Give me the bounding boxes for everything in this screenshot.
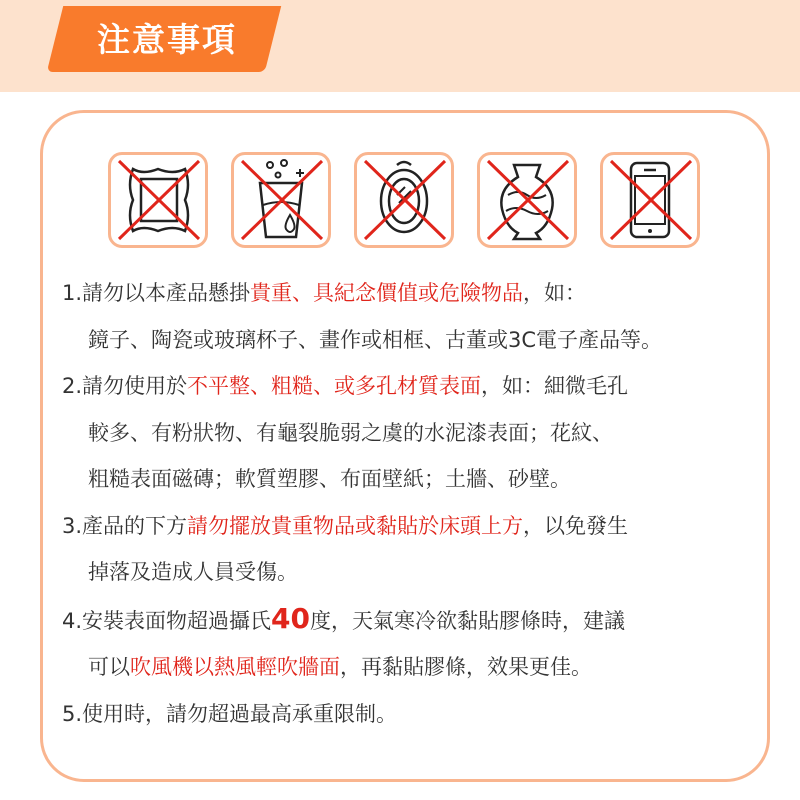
rule-3-line-1 [62, 503, 762, 550]
picture-frame-icon [111, 155, 205, 245]
vase-icon [480, 155, 574, 245]
mirror-icon [357, 155, 451, 245]
prohibited-vase-box [477, 152, 577, 248]
rule-3-line-2: 掉落及造成人員受傷。 [88, 560, 298, 584]
rule-number: 2. [62, 374, 83, 398]
rule-4-line-1 [62, 596, 762, 645]
rule-text: 請勿以本產品懸掛 [82, 281, 251, 305]
prohibited-items-row [108, 152, 680, 252]
rule-2-line-3: 粗糙表面磁磚；軟質塑膠、布面壁紙；土牆、砂壁。 [88, 467, 571, 491]
rule-number: 5. [62, 701, 83, 726]
glass-cup-icon [234, 155, 328, 245]
rule-1-line-2: 鏡子、陶瓷或玻璃杯子、畫作或相框、古董或3C電子產品等。 [88, 327, 663, 352]
rule-number: 3. [62, 513, 83, 538]
rule-text: 可以 [88, 655, 130, 679]
rule-text: ，再黏貼膠條，效果更佳。 [340, 655, 592, 679]
rule-highlight: 不平整、粗糙、或多孔材質表面 [187, 374, 482, 398]
prohibited-mirror-box [354, 152, 454, 248]
rule-text: 度，天氣寒冷欲黏貼膠條時，建議 [310, 608, 626, 633]
rule-2-line-1 [62, 363, 762, 410]
rule-highlight: 請勿擺放貴重物品或黏貼於床頭上方 [187, 513, 524, 538]
rule-text: 安裝表面物超過攝氏 [82, 608, 272, 633]
rule-2-line-2: 較多、有粉狀物、有龜裂脆弱之虞的水泥漆表面；花紋、 [88, 420, 613, 445]
prohibited-glass-box [231, 152, 331, 248]
prohibited-phone-box [600, 152, 700, 248]
rule-4-line-2 [62, 644, 762, 691]
rule-text: ，以免發生 [523, 513, 629, 538]
header-band [0, 0, 800, 92]
rule-text: ，如： [523, 281, 587, 305]
page-title: 注意事項 [97, 20, 237, 59]
rules-list [62, 270, 762, 737]
smartphone-icon [603, 155, 697, 245]
rule-5-line-1 [62, 691, 762, 738]
rule-text: 請勿使用於 [82, 374, 188, 398]
rule-text: ，如：細微毛孔 [481, 374, 629, 398]
rule-number: 4. [62, 608, 83, 633]
rule-number: 1. [62, 281, 83, 305]
prohibited-frame-box [108, 152, 208, 248]
temperature-value: 40 [271, 601, 311, 635]
rule-1-line-1 [62, 270, 762, 317]
rule-text: 使用時，請勿超過最高承重限制。 [82, 701, 398, 726]
rule-highlight: 貴重、具紀念價值或危險物品 [250, 281, 524, 305]
rule-text: 產品的下方 [82, 513, 188, 538]
rule-highlight: 吹風機以熱風輕吹牆面 [130, 655, 340, 679]
